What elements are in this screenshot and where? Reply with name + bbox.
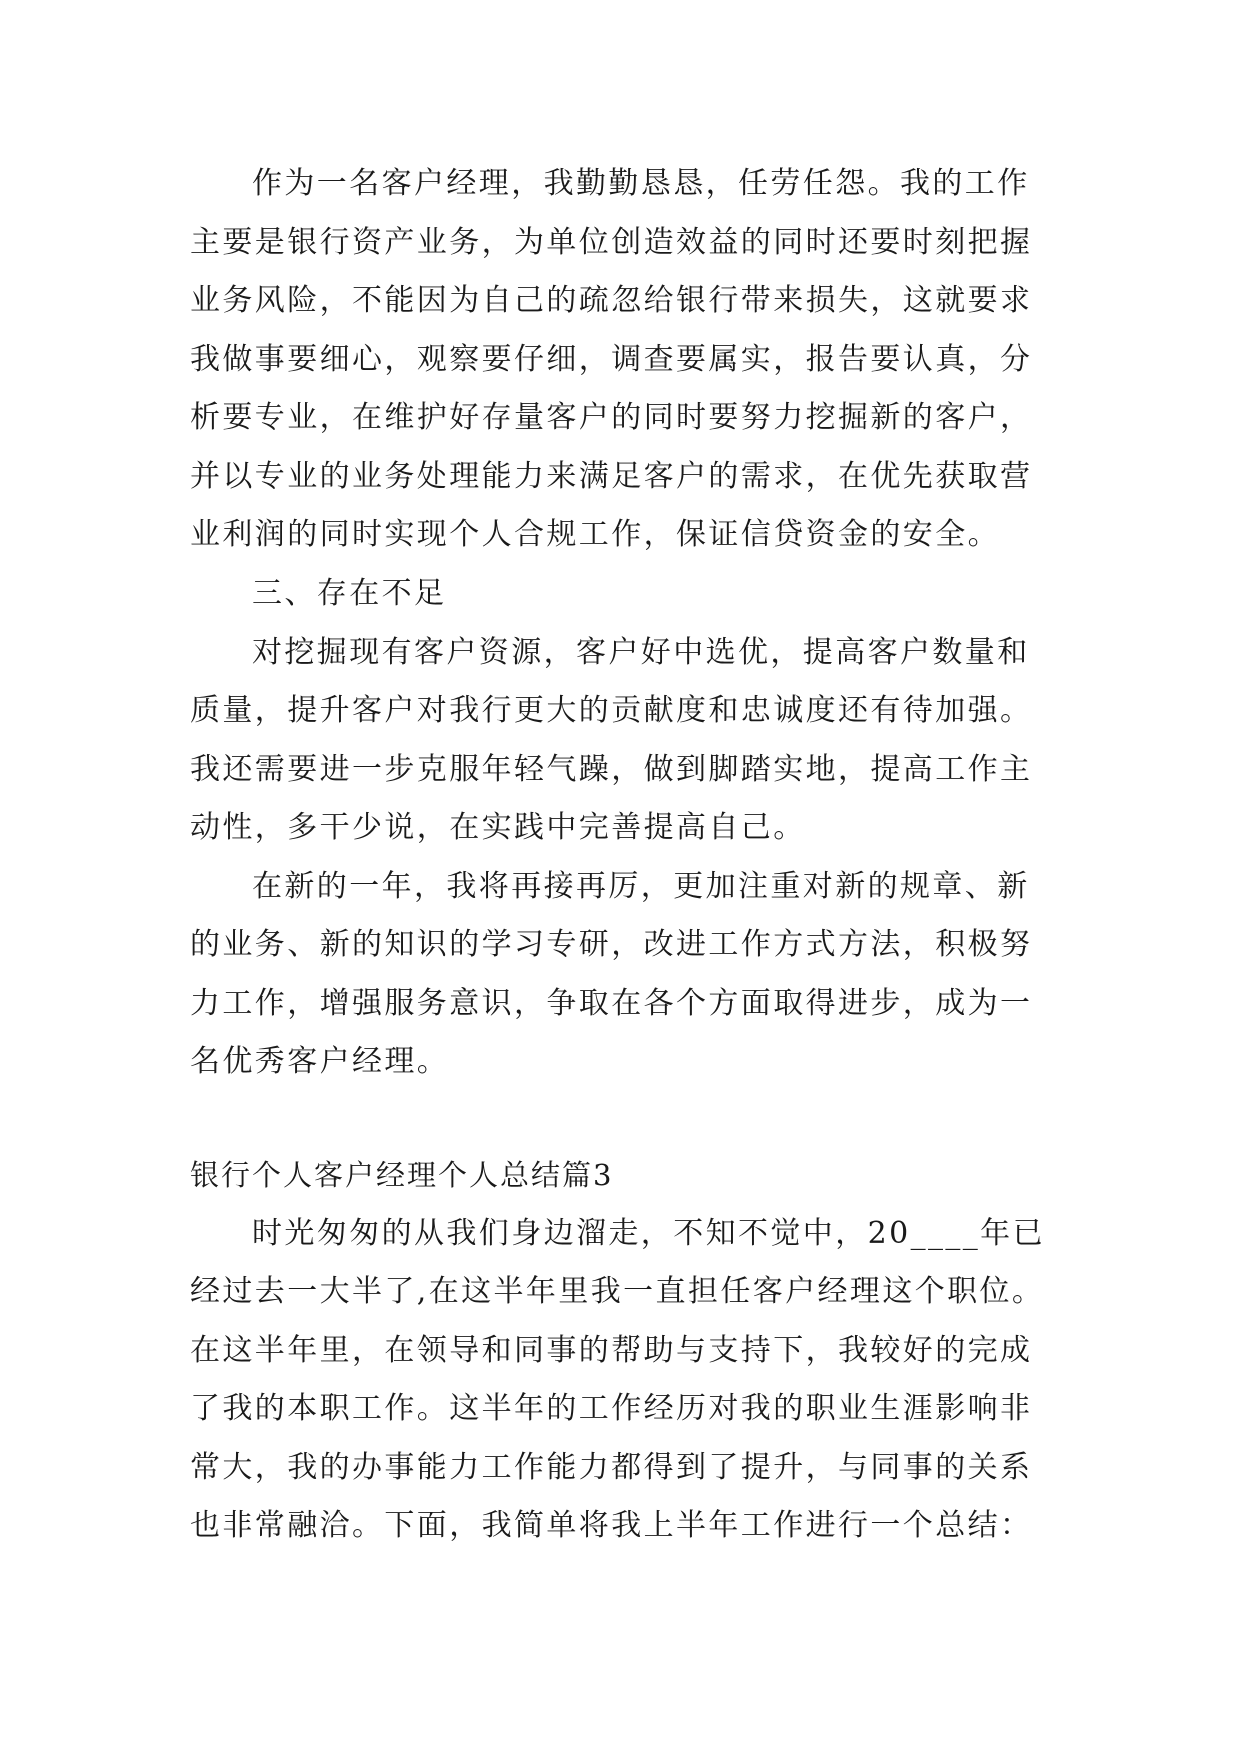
paragraph-line: 动性，多干少说，在实践中完善提高自己。 (190, 810, 806, 845)
paragraph-line: 也非常融洽。下面，我简单将我上半年工作进行一个总结： (190, 1508, 1033, 1543)
paragraph-line: 质量，提升客户对我行更大的贡献度和忠诚度还有待加强。 (190, 693, 1033, 728)
paragraph-line: 主要是银行资产业务，为单位创造效益的同时还要时刻把握 (190, 225, 1033, 260)
paragraph-line: 业务风险，不能因为自己的疏忽给银行带来损失，这就要求 (190, 283, 1033, 318)
paragraph-line: 我做事要细心，观察要仔细，调查要属实，报告要认真，分 (190, 342, 1033, 377)
paragraph-line: 业利润的同时实现个人合规工作，保证信贷资金的安全。 (190, 517, 1000, 552)
paragraph-line: 析要专业，在维护好存量客户的同时要努力挖掘新的客户， (190, 400, 1033, 435)
paragraph-line: 我还需要进一步克服年轻气躁，做到脚踏实地，提高工作主 (190, 752, 1033, 787)
paragraph-line: 了我的本职工作。这半年的工作经历对我的职业生涯影响非 (190, 1391, 1033, 1426)
paragraph-line: 在这半年里，在领导和同事的帮助与支持下，我较好的完成 (190, 1333, 1033, 1368)
paragraph-line: 的业务、新的知识的学习专研，改进工作方式方法，积极努 (190, 927, 1033, 962)
paragraph-line: 对挖掘现有客户资源，客户好中选优，提高客户数量和 (252, 635, 1030, 670)
paragraph-line: 名优秀客户经理。 (190, 1044, 450, 1079)
paragraph-line: 在新的一年，我将再接再厉，更加注重对新的规章、新 (252, 869, 1030, 904)
paragraph-line: 力工作，增强服务意识，争取在各个方面取得进步，成为一 (190, 986, 1033, 1021)
paragraph-line: 经过去一大半了,在这半年里我一直担任客户经理这个职位。 (190, 1274, 1045, 1309)
article-title: 银行个人客户经理个人总结篇3 (190, 1158, 614, 1192)
paragraph-line: 时光匆匆的从我们身边溜走，不知不觉中，20____年已 (252, 1216, 1045, 1251)
paragraph-line: 并以专业的业务处理能力来满足客户的需求，在优先获取营 (190, 459, 1033, 494)
paragraph-line: 作为一名客户经理，我勤勤恳恳，任劳任怨。我的工作 (252, 166, 1030, 201)
paragraph-line: 常大，我的办事能力工作能力都得到了提升，与同事的关系 (190, 1450, 1033, 1485)
section-heading: 三、存在不足 (252, 576, 447, 611)
